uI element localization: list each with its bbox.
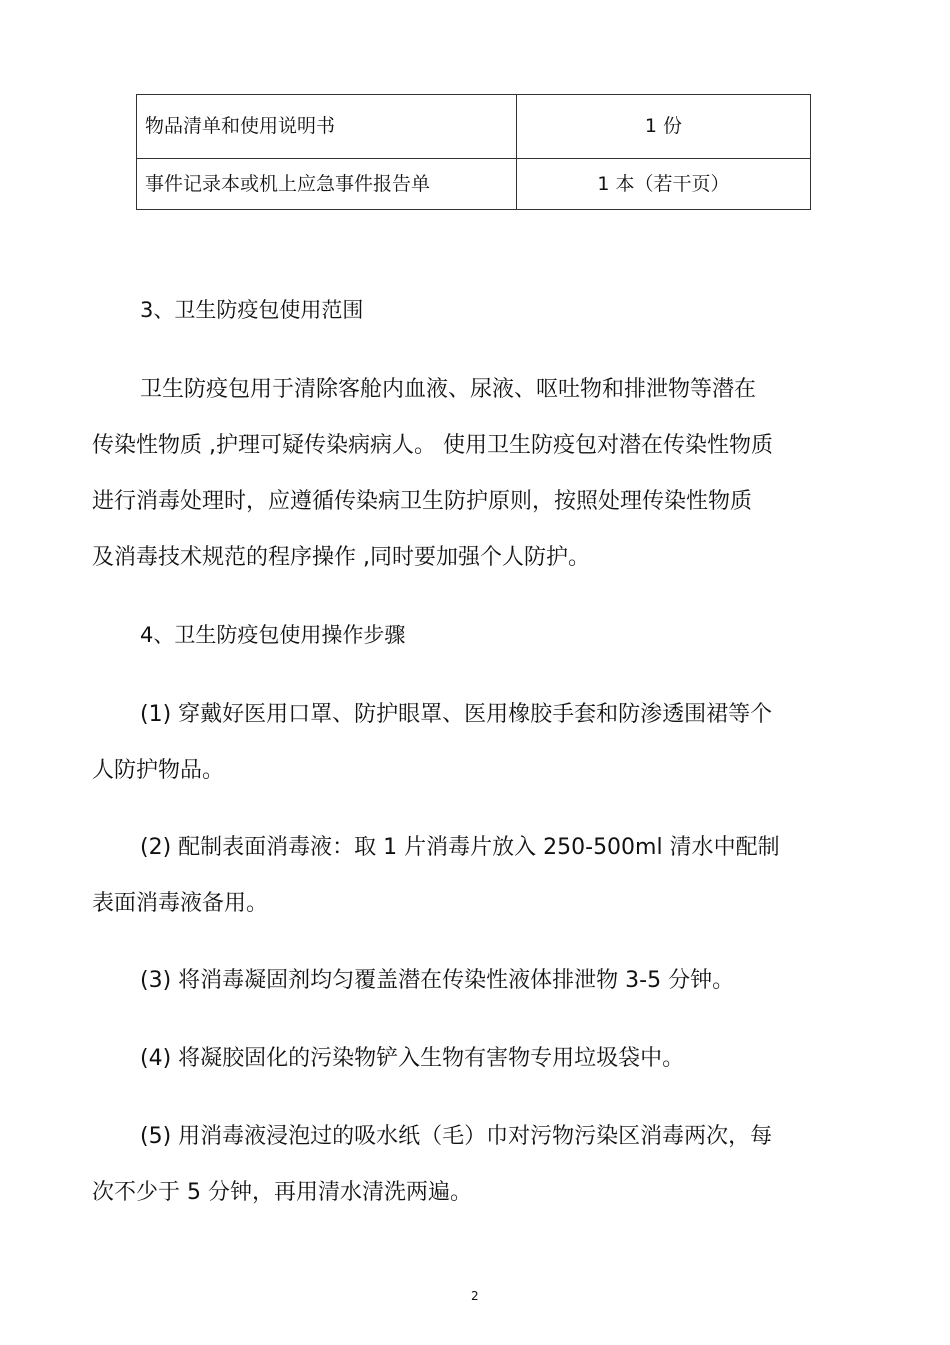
section3-line: 进行消毒处理时，应遵循传染病卫生防护原则，按照处理传染性物质 <box>92 489 753 514</box>
step-line: (5) 用消毒液浸泡过的吸水纸（毛）巾对污物污染区消毒两次，每 <box>140 1124 773 1149</box>
section4-heading: 4、卫生防疫包使用操作步骤 <box>140 623 406 647</box>
step-line: 人防护物品。 <box>92 758 225 783</box>
step-line: (3) 将消毒凝固剂均匀覆盖潜在传染性液体排泄物 3-5 分钟。 <box>140 968 735 993</box>
table-cell-quantity: 1 本（若干页） <box>517 159 811 210</box>
items-table <box>136 94 811 210</box>
table-cell-item: 物品清单和使用说明书 <box>137 95 517 159</box>
section3-line: 及消毒技术规范的程序操作 ,同时要加强个人防护。 <box>92 545 590 570</box>
step-line: (4) 将凝胶固化的污染物铲入生物有害物专用垃圾袋中。 <box>140 1046 685 1071</box>
table-row <box>137 159 811 210</box>
table-cell-item: 事件记录本或机上应急事件报告单 <box>137 159 517 210</box>
section3-heading: 3、卫生防疫包使用范围 <box>140 298 364 322</box>
section3-line: 传染性物质 ,护理可疑传染病病人。 使用卫生防疫包对潜在传染性物质 <box>92 433 773 458</box>
page-number: 2 <box>471 1289 479 1303</box>
step-line: 次不少于 5 分钟，再用清水清洗两遍。 <box>92 1180 472 1205</box>
step-line: (1) 穿戴好医用口罩、防护眼罩、医用橡胶手套和防渗透围裙等个 <box>140 702 773 727</box>
step-line: 表面消毒液备用。 <box>92 891 269 916</box>
step-line: (2) 配制表面消毒液：取 1 片消毒片放入 250-500ml 清水中配制 <box>140 835 780 860</box>
table-row <box>137 95 811 159</box>
table-cell-quantity: 1 份 <box>517 95 811 159</box>
section3-line: 卫生防疫包用于清除客舱内血液、尿液、呕吐物和排泄物等潜在 <box>140 377 757 402</box>
